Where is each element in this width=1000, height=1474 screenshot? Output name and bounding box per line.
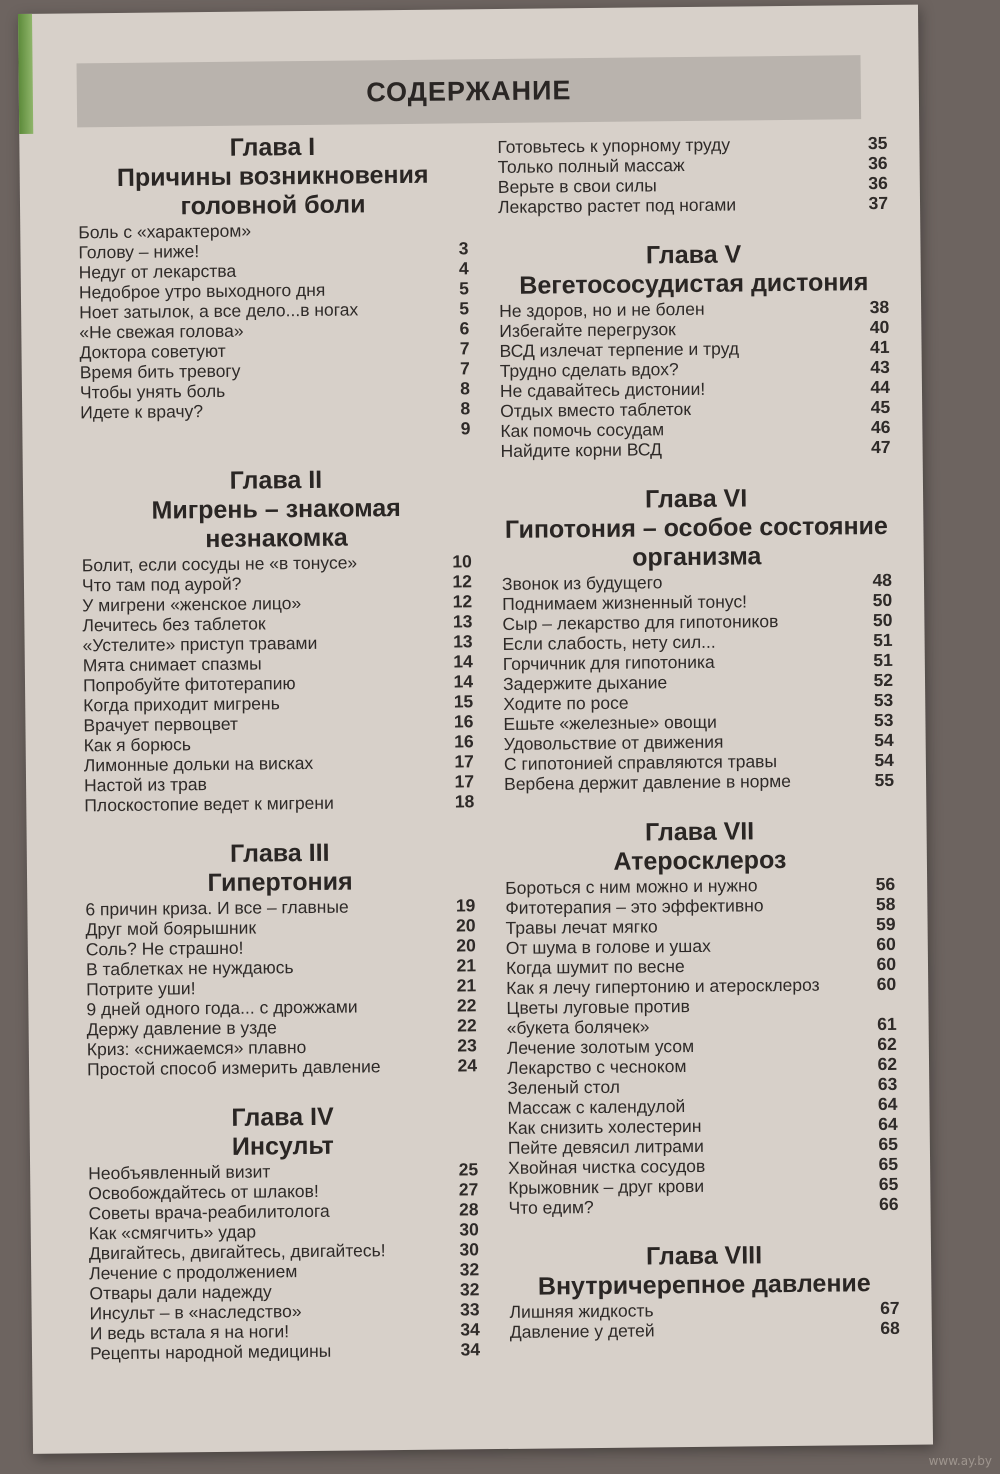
entry-title: Как я лечу гипертонию и атеросклероз [506, 974, 820, 998]
chapter-section [497, 133, 888, 217]
entry-title: Сыр – лекарство для гипотоников [502, 611, 779, 634]
entry-page-number: 54 [874, 749, 894, 771]
entry-title: «Устелите» приступ травами [82, 632, 318, 656]
entry-title: Если слабость, нету сил... [502, 631, 716, 654]
entry-page-number: 44 [870, 376, 891, 398]
chapter-section [80, 438, 474, 815]
entry-page-number: 56 [875, 873, 896, 895]
entry-list [78, 218, 470, 442]
entry-title: Мята снимает спазмы [82, 653, 262, 676]
chapter-gap [501, 457, 891, 487]
entry-title: Необъявленный визит [88, 1161, 271, 1184]
entry-page-number: 23 [457, 1035, 477, 1056]
entry-page-number: 24 [457, 1055, 478, 1076]
entry-title: И ведь встала я на ноги! [89, 1321, 290, 1344]
entry-title: ВСД излечат терпение и труд [499, 338, 740, 361]
entry-list [88, 1159, 480, 1363]
entry-page-number: 20 [456, 935, 476, 956]
chapter-section [504, 790, 898, 1218]
entry-page-number: 38 [869, 296, 890, 318]
entry-page-number: 59 [876, 913, 896, 935]
entry-title: Идете к врачу? [80, 401, 204, 423]
chapter-section [501, 457, 894, 794]
entry-list [82, 551, 475, 815]
entry-page-number: 25 [458, 1159, 479, 1180]
entry-page-number: 13 [452, 611, 473, 632]
chapter-title: Мигрень – знакомая незнакомка [151, 494, 401, 554]
chapter-gap [504, 790, 894, 820]
entry-title: Лекарство растет под ногами [497, 194, 737, 217]
entry-title: Доктора советуют [79, 340, 226, 363]
entry-title: Звонок из будущего [501, 572, 663, 594]
entry-page-number: 54 [874, 729, 894, 751]
toc-entry [90, 1339, 480, 1363]
entry-page-number: 68 [880, 1317, 900, 1339]
entry-page-number: 12 [452, 571, 473, 592]
chapter-heading [504, 816, 895, 878]
entry-title: Как я борюсь [83, 734, 192, 756]
entry-title: Освобождайтесь от шлаков! [88, 1180, 319, 1204]
chapter-heading [509, 1240, 900, 1302]
chapter-section [77, 131, 470, 442]
entry-page-number: 20 [455, 915, 476, 936]
chapter-gap [87, 1075, 477, 1105]
entry-title: Ноет затылок, а все дело...в ногах [79, 299, 359, 323]
entry-title: Друг мой боярышник [85, 917, 257, 940]
entry-page-number: 17 [454, 771, 475, 792]
entry-title: Боль с «характером» [78, 220, 252, 243]
entry-title: Вербена держит давление в норме [503, 770, 792, 794]
entry-list [510, 1298, 900, 1342]
entry-page-number: 61 [877, 1013, 897, 1035]
entry-title: Только полный массаж [497, 155, 685, 177]
entry-title: Отвары дали надежду [89, 1281, 272, 1304]
entry-page-number: 60 [876, 933, 896, 955]
entry-page-number: 55 [874, 769, 895, 791]
entry-title: Фитотерапия – это эффективно [505, 895, 764, 918]
entry-title: Время бить тревогу [79, 360, 241, 383]
chapter-gap [498, 213, 888, 243]
entry-list [497, 133, 888, 217]
entry-title: Недуг от лекарства [78, 260, 237, 283]
entry-page-number: 5 [459, 298, 470, 319]
entry-page-number: 12 [452, 591, 473, 612]
entry-title: Ешьте «железные» овощи [503, 711, 717, 734]
entry-page-number: 34 [460, 1339, 481, 1360]
entry-page-number: 58 [875, 893, 896, 915]
watermark: www.ay.by [928, 1454, 992, 1468]
entry-page-number: 60 [876, 953, 897, 975]
entry-list [499, 297, 891, 461]
entry-page-number: 66 [878, 1193, 899, 1215]
chapter-gap [80, 438, 470, 468]
entry-title: Отдых вместо таблеток [500, 398, 692, 421]
entry-title: 6 причин криза. И все – главные [85, 896, 349, 920]
entry-page-number: 17 [454, 751, 474, 772]
chapter-number: Глава VII [644, 817, 755, 847]
entry-page-number: 62 [877, 1033, 897, 1055]
entry-page-number: 63 [877, 1073, 898, 1095]
entry-page-number: 22 [456, 995, 477, 1016]
entry-page-number: 47 [871, 436, 891, 458]
entry-page-number: 4 [458, 258, 469, 279]
entry-page-number: 53 [873, 689, 894, 711]
chapter-number: Глава VIII [645, 1241, 763, 1271]
entry-title: С гипотонией справляются травы [503, 751, 778, 774]
entry-page-number: 41 [869, 336, 890, 358]
entry-page-number: 65 [878, 1173, 899, 1195]
entry-title: Держу давление в узде [86, 1017, 277, 1040]
entry-page-number: 28 [458, 1199, 479, 1220]
entry-title: Зеленый стол [507, 1076, 621, 1098]
entry-title: Болит, если сосуды не «в тонусе» [81, 552, 358, 576]
entry-title: Недоброе утро выходного дня [78, 279, 326, 303]
entry-title: Лимонные дольки на висках [83, 752, 314, 776]
entry-title: Хвойная чистка сосудов [508, 1155, 706, 1178]
entry-title: Готовьтесь к упорному труду [497, 134, 731, 157]
chapter-number: Глава III [229, 838, 330, 868]
entry-title: Не сдавайтесь дистонии! [499, 378, 706, 401]
entry-title: Лишняя жидкость [509, 1300, 654, 1322]
entry-page-number: 14 [453, 651, 473, 672]
entry-page-number: 35 [867, 132, 888, 154]
entry-page-number: 40 [869, 316, 890, 338]
chapter-number: Глава II [229, 465, 323, 495]
entry-page-number: 51 [873, 629, 893, 651]
entry-page-number: 6 [459, 318, 470, 339]
toc-entry [508, 1194, 898, 1218]
book-page [18, 5, 933, 1454]
entry-page-number: 30 [459, 1219, 479, 1240]
entry-page-number: 7 [459, 358, 470, 379]
left-column [77, 131, 480, 1363]
entry-list [85, 895, 477, 1079]
entry-page-number: 5 [459, 278, 470, 299]
entry-title: Лечение с продолжением [89, 1261, 298, 1284]
entry-title: Что там под аурой? [81, 573, 242, 596]
chapter-title: Вегетососудистая дистония [519, 268, 869, 300]
entry-title: Плоскостопие ведет к мигрени [84, 792, 334, 816]
chapter-title: Причины возникновения головной боли [116, 160, 429, 221]
entry-page-number: 19 [455, 895, 476, 916]
right-column [497, 133, 900, 1342]
chapter-heading [81, 464, 472, 555]
entry-title: В таблетках не нуждаюсь [85, 957, 294, 980]
entry-title: Соль? Не страшно! [85, 937, 244, 960]
entry-page-number: 52 [873, 669, 894, 691]
entry-title: Чтобы унять боль [79, 380, 226, 403]
entry-title: У мигрени «женское лицо» [82, 593, 302, 616]
entry-page-number: 51 [873, 649, 893, 671]
chapter-section [84, 811, 477, 1079]
entry-page-number: 60 [876, 973, 897, 995]
entry-title: Крыжовник – друг крови [508, 1175, 705, 1198]
entry-title: Травы лечат мягко [505, 916, 658, 938]
entry-title: Лечитесь без таблеток [82, 613, 266, 636]
entry-page-number: 34 [460, 1319, 480, 1340]
toc-entry [84, 791, 474, 815]
chapter-title: Гипотония – особое состояние организма [504, 511, 889, 572]
chapter-section [87, 1075, 480, 1363]
entry-title: Цветы луговые против [506, 996, 690, 1018]
entry-page-number: 64 [878, 1113, 898, 1135]
chapter-heading [87, 1101, 478, 1163]
chapter-gap [84, 811, 474, 841]
entry-page-number: 53 [873, 709, 894, 731]
entry-page-number: 16 [453, 711, 474, 732]
entry-page-number: 46 [870, 416, 891, 438]
chapter-title: Внутричерепное давление [537, 1269, 871, 1301]
entry-title [80, 435, 438, 439]
entry-page-number: 33 [460, 1299, 480, 1320]
entry-title: Попробуйте фитотерапию [82, 673, 296, 696]
toc-entry [87, 1055, 477, 1079]
entry-title: Потрите уши! [86, 978, 196, 1000]
entry-title: Верьте в свои силы [497, 175, 657, 197]
entry-page-number: 21 [456, 955, 477, 976]
entry-title: Избегайте перегрузок [499, 319, 676, 341]
entry-page-number: 32 [459, 1279, 480, 1300]
entry-title: Настой из трав [83, 774, 207, 796]
entry-page-number: 13 [453, 631, 473, 652]
chapter-title: Гипертония [207, 867, 353, 898]
entry-page-number: 65 [878, 1133, 898, 1155]
entry-title: Как «смягчить» удар [88, 1221, 257, 1244]
chapter-title: Инсульт [231, 1131, 334, 1161]
page-title: СОДЕРЖАНИЕ [366, 74, 572, 107]
entry-title: Горчичник для гипотоника [502, 651, 715, 674]
entry-title: Не здоров, но и не болен [499, 298, 705, 321]
entry-title: Поднимаем жизненный тонус! [502, 591, 748, 614]
entry-title: Ходите по росе [503, 692, 629, 714]
entry-title: Давление у детей [509, 1320, 655, 1342]
entry-title: Советы врача-реабилитолога [88, 1200, 330, 1224]
entry-page-number: 37 [868, 192, 889, 214]
entry-title: Бороться с ним можно и нужно [505, 875, 758, 898]
entry-list [502, 570, 894, 794]
chapter-section [498, 213, 891, 461]
entry-title: Криз: «снижаемся» плавно [86, 1037, 307, 1060]
entry-page-number: 64 [877, 1093, 898, 1115]
entry-title: Удовольствие от движения [503, 731, 724, 754]
entry-page-number: 18 [454, 791, 475, 812]
entry-title: Массаж с календулой [507, 1096, 686, 1118]
entry-page-number: 48 [872, 569, 893, 591]
entry-title: Лечение золотым усом [506, 1035, 695, 1058]
entry-title: Когда приходит мигрень [83, 693, 280, 716]
entry-page-number: 16 [454, 731, 474, 752]
entry-title: Пейте девясил литрами [507, 1135, 704, 1158]
toc-entry [510, 1318, 900, 1342]
chapter-heading [85, 837, 476, 899]
entry-page-number: 27 [458, 1179, 479, 1200]
chapter-gap [509, 1214, 899, 1244]
chapter-section [509, 1214, 900, 1342]
entry-title: Врачует первоцвет [83, 713, 239, 736]
entry-page-number: 8 [460, 378, 471, 399]
entry-title: Как снизить холестерин [507, 1115, 702, 1138]
entry-list [505, 874, 899, 1218]
entry-page-number: 9 [460, 418, 471, 439]
toc-entry [80, 398, 470, 422]
cover-edge [18, 14, 33, 134]
entry-title: 9 дней одного года... с дрожжами [86, 996, 358, 1020]
chapter-heading [498, 239, 889, 301]
entry-title: Лекарство с чесноком [506, 1056, 687, 1078]
entry-page-number: 14 [453, 671, 474, 692]
chapter-title: Атеросклероз [613, 846, 787, 876]
toc-entry [500, 437, 890, 461]
entry-title: Как помочь сосудам [500, 419, 665, 441]
entry-page-number: 36 [868, 172, 888, 194]
entry-page-number: 10 [452, 551, 472, 572]
toc-entry [498, 193, 888, 217]
entry-page-number: 32 [459, 1259, 480, 1280]
entry-title: Когда шумит по весне [505, 956, 685, 978]
entry-page-number: 15 [453, 691, 474, 712]
entry-title: От шума в голове и ушах [505, 935, 711, 958]
entry-page-number: 62 [877, 1053, 898, 1075]
entry-title: Трудно сделать вдох? [499, 359, 679, 381]
entry-title: Двигайтесь, двигайтесь, двигайтесь! [88, 1240, 386, 1264]
entry-page-number: 65 [878, 1153, 899, 1175]
toc-entry [504, 770, 894, 794]
entry-page-number: 67 [880, 1297, 900, 1319]
entry-page-number: 36 [868, 152, 888, 174]
entry-page-number: 21 [456, 975, 477, 996]
chapter-number: Глава VI [644, 484, 748, 514]
entry-page-number: 45 [870, 396, 891, 418]
entry-page-number: 8 [460, 398, 471, 419]
entry-page-number: 50 [872, 609, 893, 631]
chapter-number: Глава IV [231, 1102, 334, 1132]
chapter-number: Глава V [645, 240, 742, 270]
chapter-heading [501, 483, 892, 574]
entry-page-number: 43 [870, 356, 890, 378]
entry-title: Инсульт – в «наследство» [89, 1301, 302, 1324]
entry-page-number: 7 [459, 338, 470, 359]
header-band [77, 55, 862, 127]
entry-title: Найдите корни ВСД [500, 439, 663, 461]
entry-title: Что едим? [508, 1197, 594, 1218]
chapter-heading [77, 131, 468, 222]
entry-title: «Не свежая голова» [79, 320, 244, 343]
entry-page-number: 22 [457, 1015, 477, 1036]
chapter-number: Глава I [229, 132, 316, 162]
entry-title: Простой способ измерить давление [86, 1056, 381, 1080]
entry-title: «букета болячек» [506, 1016, 650, 1038]
entry-title: Рецепты народной медицины [89, 1340, 332, 1364]
entry-page-number: 30 [459, 1239, 480, 1260]
entry-page-number: 3 [458, 238, 469, 259]
entry-page-number: 50 [872, 589, 893, 611]
entry-title: Задержите дыхание [502, 672, 668, 694]
entry-title: Голову – ниже! [78, 241, 200, 263]
